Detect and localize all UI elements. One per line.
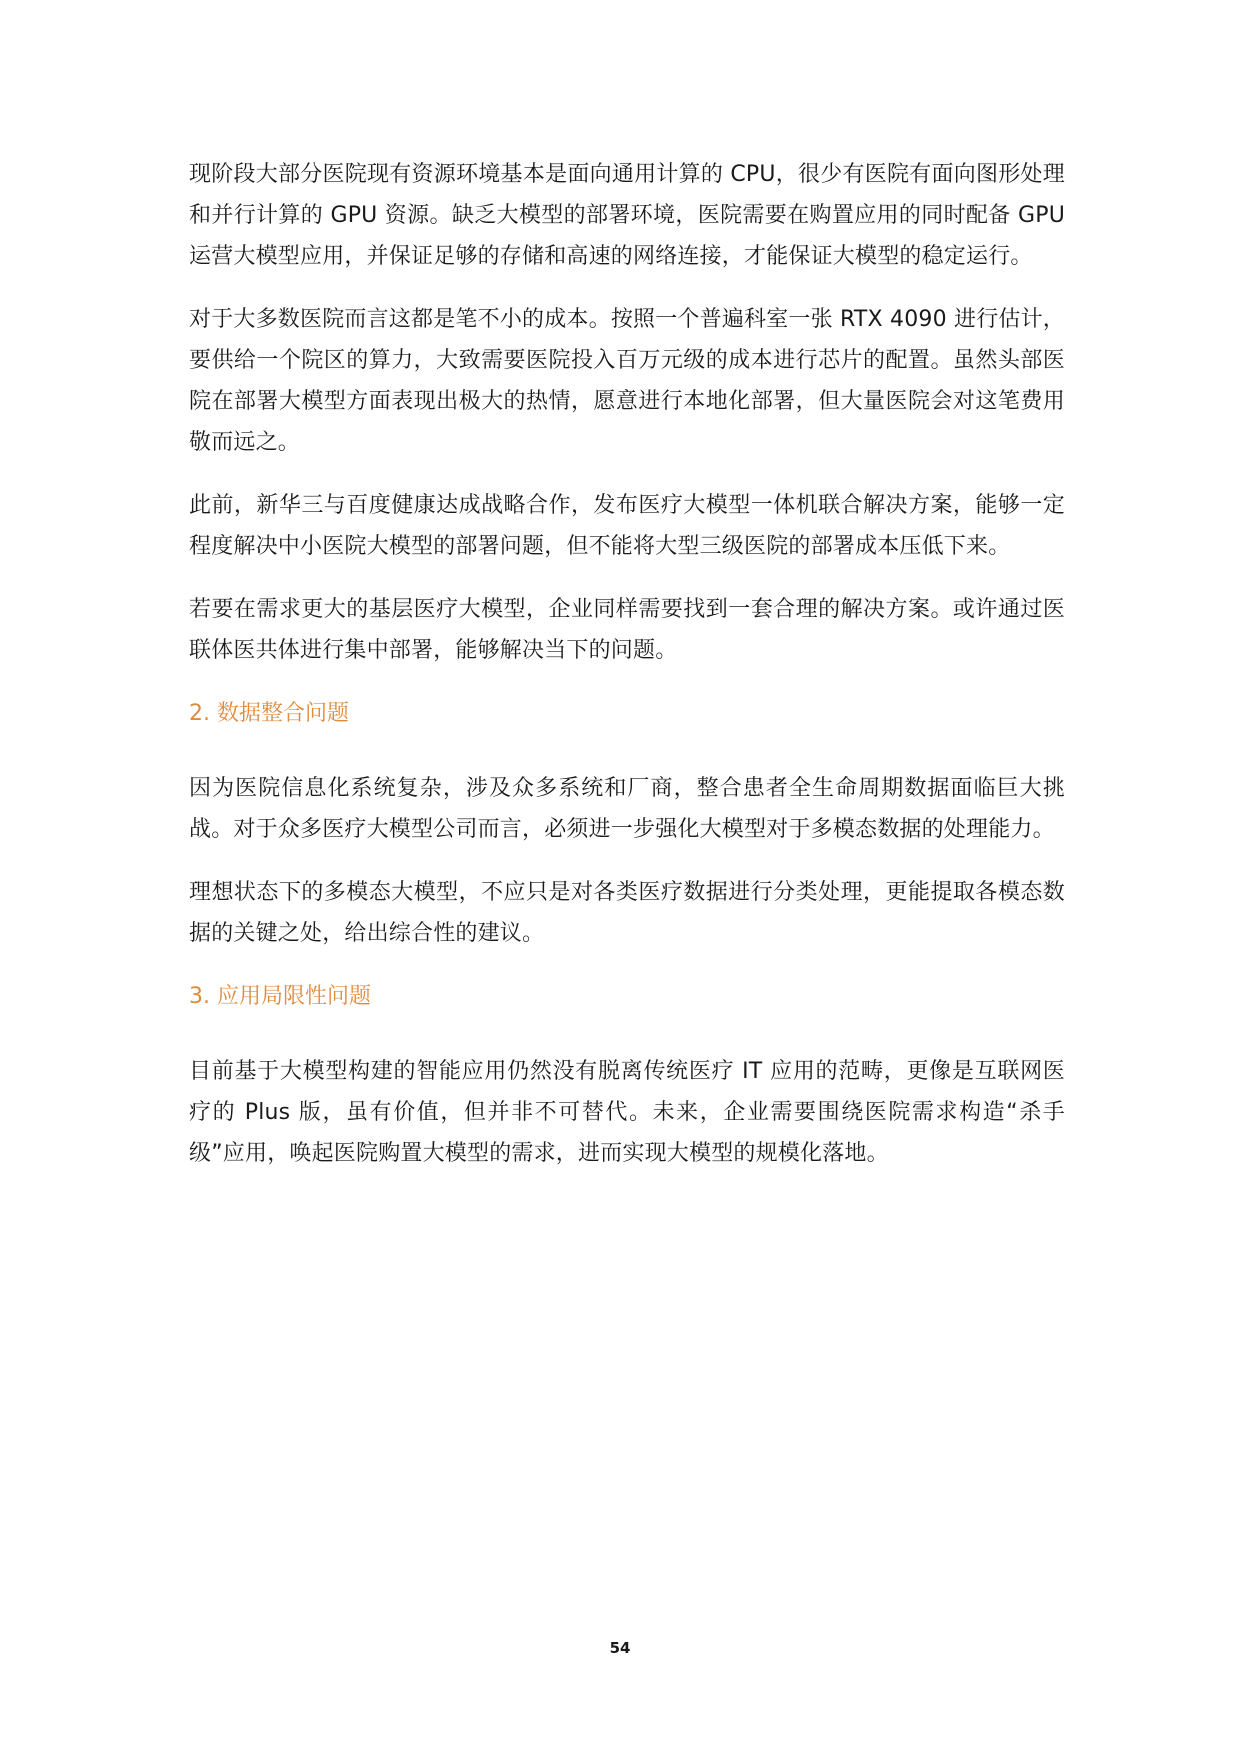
body-paragraph: 对于大多数医院而言这都是笔不小的成本。按照一个普遍科室一张 RTX 4090 进行估计，要供给一个院区的算力，大致需要医院投入百万元级的成本进行芯片的配置。虽然头部医院在部署大模型方面表现出极大的热情，愿意进行本地化部署，但大量医院会对这笔费用敬而远之。	[189, 307, 1065, 455]
section-heading-data-integration: 2. 数据整合问题	[189, 701, 349, 726]
page-number: 54	[609, 1639, 631, 1657]
body-paragraph: 现阶段大部分医院现有资源环境基本是面向通用计算的 CPU，很少有医院有面向图形处理和并行计算的 GPU 资源。缺乏大模型的部署环境，医院需要在购置应用的同时配备 GPU 运营大模型应用，并保证足够的存储和高速的网络连接，才能保证大模型的稳定运行。	[189, 162, 1065, 269]
body-paragraph: 目前基于大模型构建的智能应用仍然没有脱离传统医疗 IT 应用的范畴，更像是互联网医疗的 Plus 版，虽有价值，但并非不可替代。未来，企业需要围绕医院需求构造“杀手级”应用，唤起医院购置大模型的需求，进而实现大模型的规模化落地。	[189, 1059, 1065, 1166]
page-content	[189, 154, 1065, 1196]
section-heading-application-limitations: 3. 应用局限性问题	[189, 984, 371, 1009]
body-paragraph: 若要在需求更大的基层医疗大模型，企业同样需要找到一套合理的解决方案。或许通过医联体医共体进行集中部署，能够解决当下的问题。	[189, 597, 1065, 663]
body-paragraph: 理想状态下的多模态大模型，不应只是对各类医疗数据进行分类处理，更能提取各模态数据的关键之处，给出综合性的建议。	[189, 880, 1065, 946]
body-paragraph: 此前，新华三与百度健康达成战略合作，发布医疗大模型一体机联合解决方案，能够一定程度解决中小医院大模型的部署问题，但不能将大型三级医院的部署成本压低下来。	[189, 493, 1065, 559]
body-paragraph: 因为医院信息化系统复杂，涉及众多系统和厂商，整合患者全生命周期数据面临巨大挑战。对于众多医疗大模型公司而言，必须进一步强化大模型对于多模态数据的处理能力。	[189, 776, 1065, 842]
